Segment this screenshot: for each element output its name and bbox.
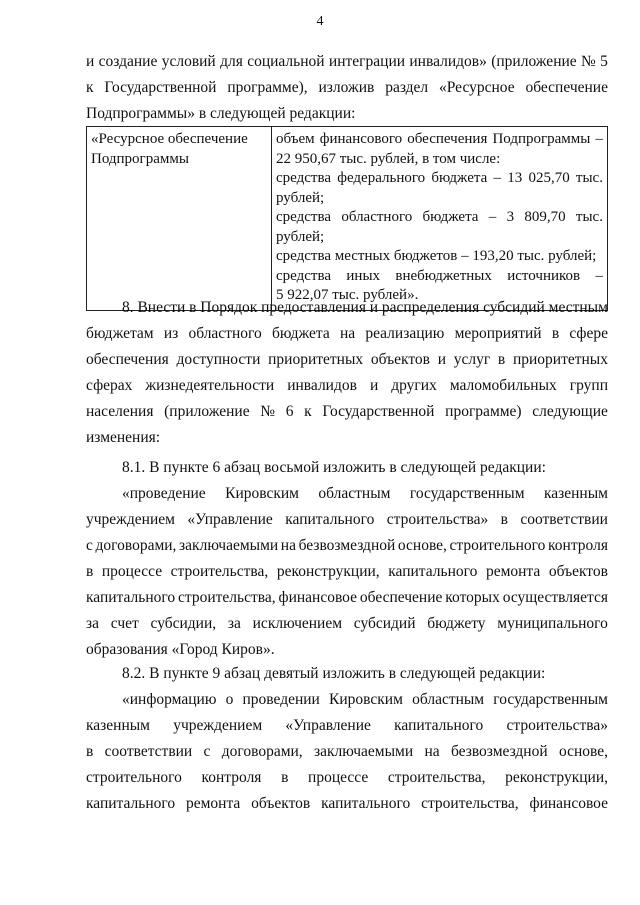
text-line: с договорами, заключаемыми на безвозмездной основе, строительного контроля [86,537,608,554]
text-line: в процессе строительства, реконструкции, капитального ремонта объектов [86,563,608,580]
page-number: 4 [316,14,324,29]
item-8-paragraph [86,295,608,451]
text-line: изменения: [86,429,161,446]
text-line: капитального строительства, финансовое обеспечение которых осуществляется [86,589,608,606]
text-line: «информацию о проведении Кировским областным государственным [122,691,608,708]
table-row [87,127,608,311]
cell-line: средства иных внебюджетных источников – [276,267,603,284]
table-cell-label [87,127,272,311]
text-line: 8.2. В пункте 9 абзац девятый изложить в следующей редакции: [122,665,546,682]
text-line: строительного контроля в процессе строительства, реконструкции, [86,769,608,786]
text-line: к Государственной программе), изложив раздел «Ресурсное обеспечение [86,79,608,96]
item-8-1-paragraph [86,455,608,663]
text-line: населения (приложение № 6 к Государственной программе) следующие [86,403,608,420]
text-line: и создание условий для социальной интеграции инвалидов» (приложение № 5 [86,53,608,70]
text-line: учреждением «Управление капитального строительства» в соответствии [86,511,608,528]
text-line: бюджетам из областного бюджета на реализацию мероприятий в сфере [86,325,608,342]
cell-line: рублей; [276,228,325,245]
text-line: капитального ремонта объектов капитального строительства, финансовое [86,795,608,812]
cell-line: 5 922,07 тыс. рублей». [276,287,419,303]
cell-line: Подпрограммы [91,150,189,167]
intro-paragraph [86,49,608,127]
item-8-2-paragraph [86,661,608,817]
text-line: в соответствии с договорами, заключаемыми на безвозмездной основе, [86,743,608,760]
text-line: казенным учреждением «Управление капитального строительства» [86,717,608,734]
cell-line: рублей; [276,189,325,206]
text-line: «проведение Кировским областным государственным казенным [122,485,608,502]
cell-line: средства федерального бюджета – 13 025,70 тыс. [276,170,603,186]
cell-line: «Ресурсное обеспечение [91,131,248,147]
cell-line: средства областного бюджета – 3 809,70 тыс. [276,209,603,225]
text-line: 8. Внести в Порядок предоставления и распределения субсидий местным [122,299,608,316]
text-line: 8.1. В пункте 6 абзац восьмой изложить в следующей редакции: [122,459,546,476]
text-line: Подпрограммы» в следующей редакции: [86,105,356,122]
text-line: образования «Город Киров». [86,641,275,658]
cell-line: объем финансового обеспечения Подпрограммы – [276,131,603,147]
text-line: за счет субсидии, за исключением субсидий бюджету муниципального [86,615,608,632]
text-line: обеспечения доступности приоритетных объектов и услуг в приоритетных [86,351,608,368]
cell-line: 22 950,67 тыс. рублей, в том числе: [276,150,501,167]
table-cell-value [272,127,608,311]
text-line: сферах жизнедеятельности инвалидов и других маломобильных групп [86,377,608,394]
cell-line: средства местных бюджетов – 193,20 тыс. рублей; [276,248,597,264]
resource-table [86,126,608,311]
